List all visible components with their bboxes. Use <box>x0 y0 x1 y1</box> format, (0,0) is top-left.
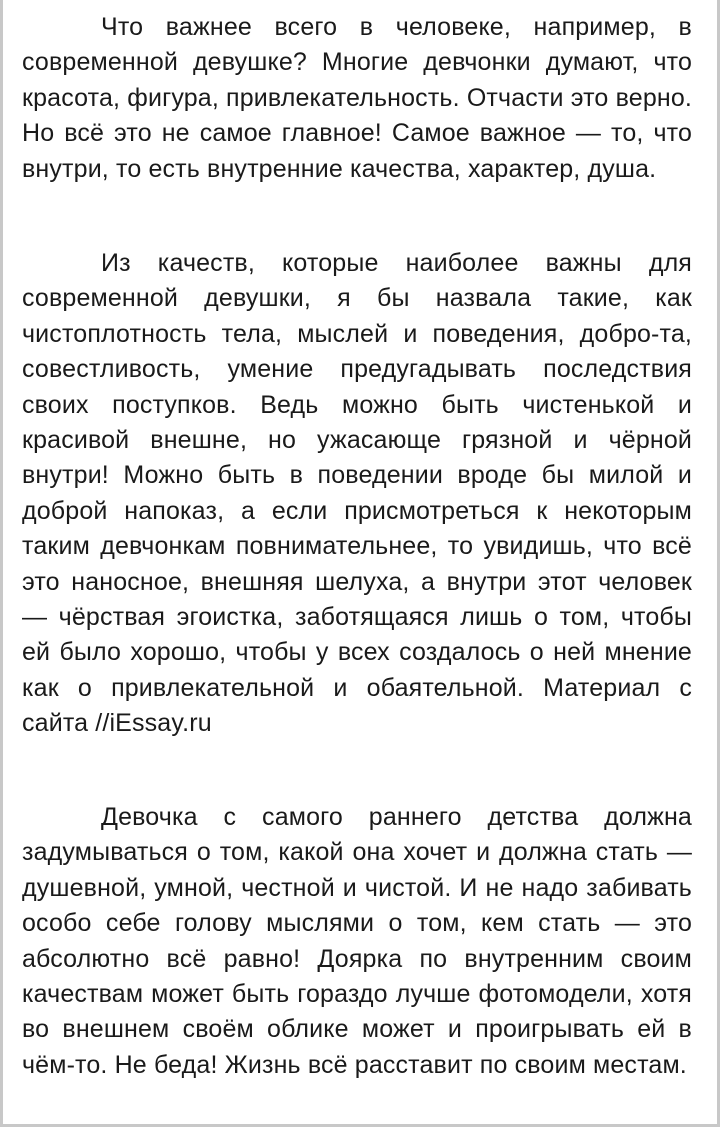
paragraph-1 <box>22 10 692 187</box>
paragraph-2-text: Из качеств, которые наиболее важны для современной девушки, я бы назвала такие, как чистоплотность тела, мыслей и поведения, добро-та, совестливость, умение предугадывать последствия своих поступков. Ведь можно быть чистенькой и красивой внешне, но ужасающе грязной и чёрной внутри! Можно быть в поведении вроде бы милой и доброй напоказ, а если присмотреться к некоторым таким девчонкам повнимательнее, то увидишь, что всё это наносное, внешняя шелуха, а внутри этот человек — чёрствая эгоистка, заботящаяся лишь о том, чтобы ей было хорошо, чтобы у всех создалось о ней мнение как о привлекательной и обаятельной. Материал с сайта //iEssay.ru <box>22 249 692 738</box>
paragraph-2 <box>22 246 692 742</box>
paragraph-3-text: Девочка с самого раннего детства должна задумываться о том, какой она хочет и должна стать — душевной, умной, честной и чистой. И не надо забивать особо себе голову мыслями о том, кем стать — это абсолютно всё равно! Доярка по внутренним своим качествам может быть гораздо лучше фотомодели, хотя во внешнем своём облике может и проигрывать ей в чём-то. Не беда! Жизнь всё расставит по своим местам. <box>22 803 692 1079</box>
paragraph-3 <box>22 800 692 1083</box>
paragraph-1-text: Что важнее всего в человеке, например, в современной девушке? Многие девчонки думают, что красота, фигура, привлекательность. Отчасти это верно. Но всё это не самое главное! Самое важное — то, что внутри, то есть внутренние качества, характер, душа. <box>22 13 692 183</box>
